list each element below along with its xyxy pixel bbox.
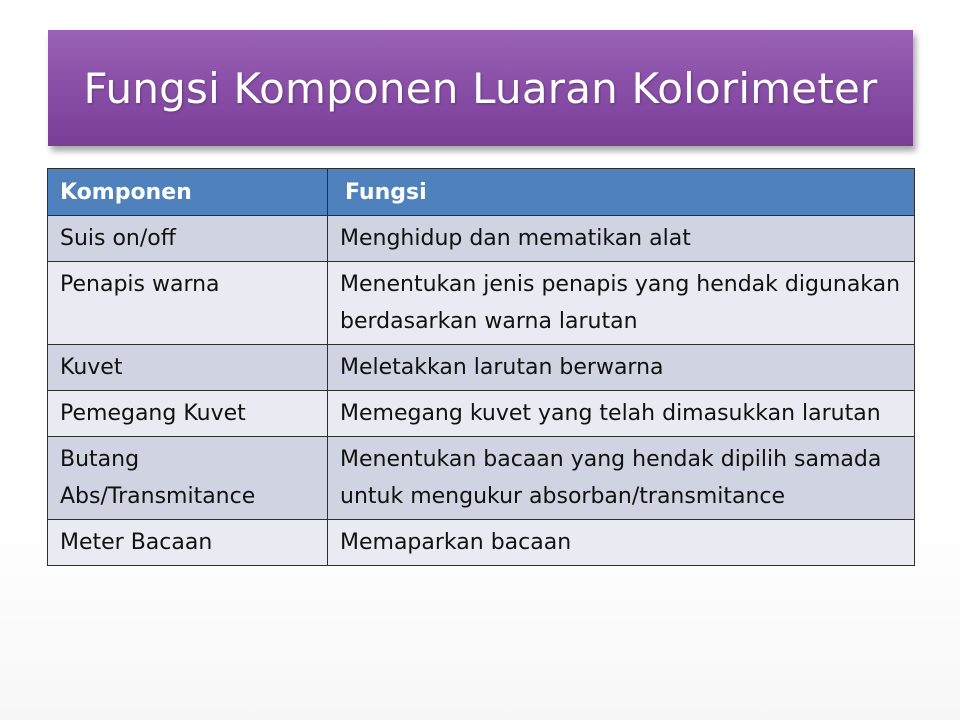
slide-title: Fungsi Komponen Luaran Kolorimeter [83,63,878,113]
cell-komponen: Kuvet [48,345,328,391]
table-row [48,262,915,345]
cell-komponen: Meter Bacaan [48,520,328,566]
cell-komponen: Penapis warna [48,262,328,345]
cell-fungsi: Memaparkan bacaan [328,520,915,566]
title-banner [48,30,913,146]
table-header-row [48,169,915,216]
cell-fungsi: Menghidup dan mematikan alat [328,216,915,262]
cell-komponen: Pemegang Kuvet [48,391,328,437]
header-komponen: Komponen [48,169,328,216]
cell-fungsi: Menentukan jenis penapis yang hendak digunakan berdasarkan warna larutan [328,262,915,345]
cell-komponen: Suis on/off [48,216,328,262]
table-row [48,391,915,437]
cell-fungsi: Menentukan bacaan yang hendak dipilih samada untuk mengukur absorban/transmitance [328,437,915,520]
table-row [48,216,915,262]
cell-komponen: Butang Abs/Transmitance [48,437,328,520]
components-table [47,168,915,566]
cell-fungsi: Meletakkan larutan berwarna [328,345,915,391]
table-row [48,345,915,391]
cell-fungsi: Memegang kuvet yang telah dimasukkan larutan [328,391,915,437]
table-row [48,520,915,566]
header-fungsi: Fungsi [328,169,915,216]
table-row [48,437,915,520]
